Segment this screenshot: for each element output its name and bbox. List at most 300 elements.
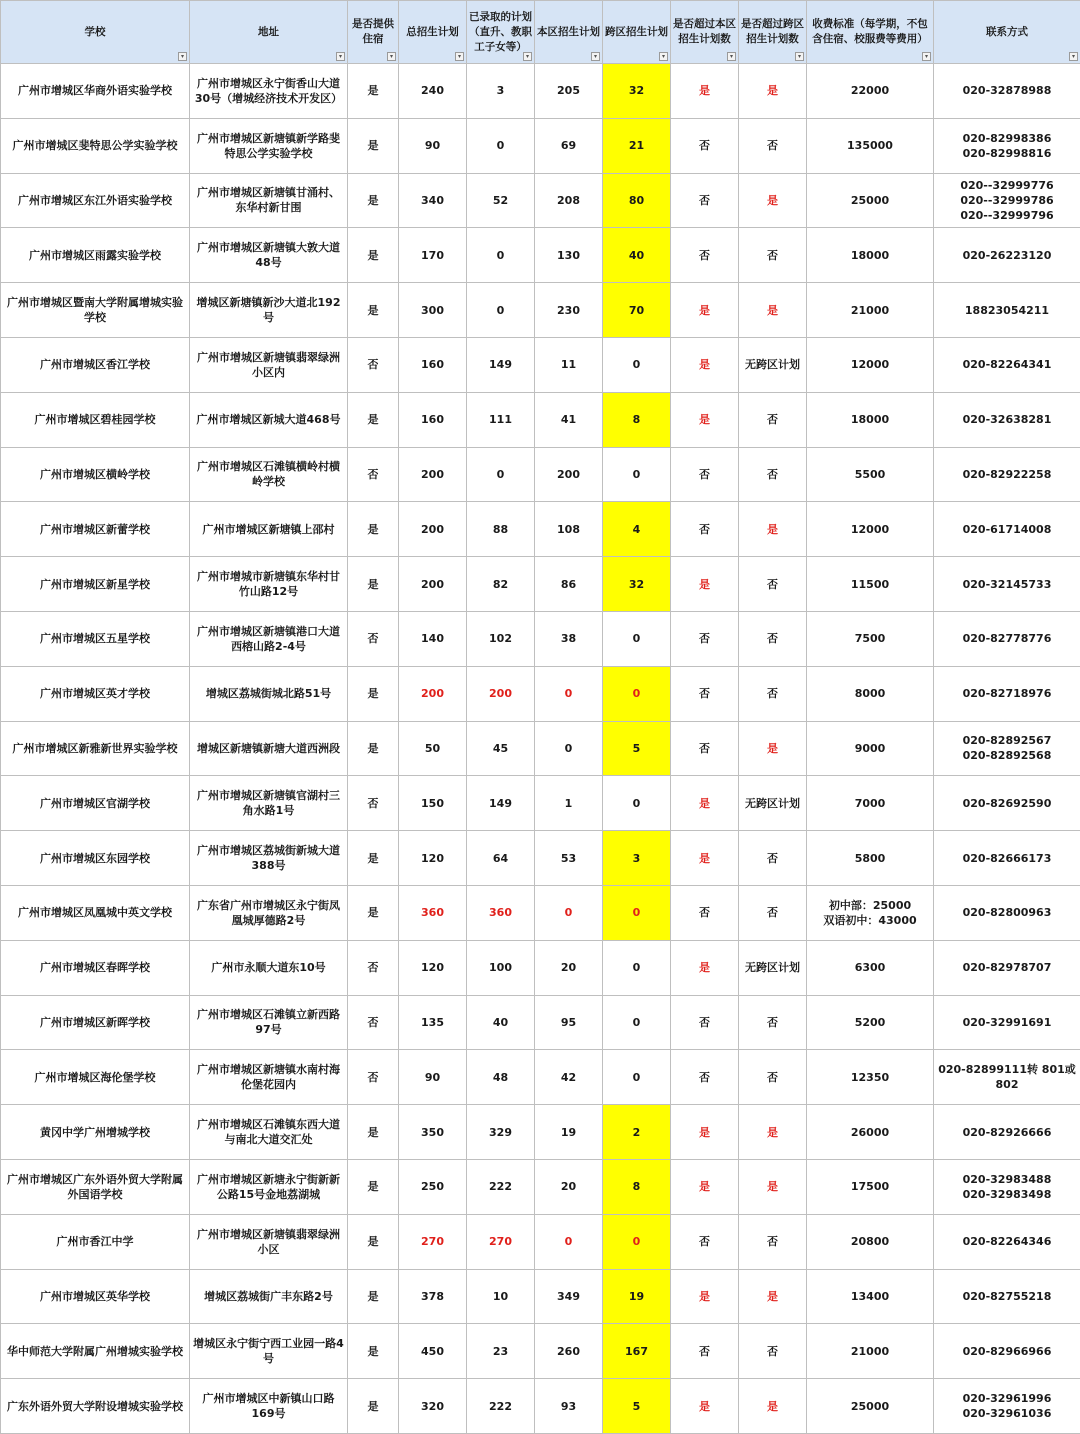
cell-fee: 12000	[807, 337, 934, 392]
cell-fee: 25000	[807, 1379, 934, 1434]
cell-over-local: 是	[671, 776, 739, 831]
cell-school: 广州市增城区新雅新世界实验学校	[1, 721, 190, 776]
cell-address: 增城区永宁街宁西工业园一路4号	[190, 1324, 348, 1379]
cell-local: 349	[535, 1269, 603, 1324]
cell-boarding: 是	[348, 831, 399, 886]
table-row	[1, 940, 1080, 995]
cell-contact: 020-82800963	[934, 885, 1080, 940]
cell-over-local: 否	[671, 447, 739, 502]
table-row	[1, 1159, 1080, 1214]
cell-cross: 3	[603, 831, 671, 886]
cell-admitted: 0	[467, 283, 535, 338]
cell-total: 50	[399, 721, 467, 776]
cell-school: 广州市增城区斐特思公学实验学校	[1, 118, 190, 173]
cell-admitted: 64	[467, 831, 535, 886]
column-header-label: 联系方式	[986, 26, 1028, 38]
cell-address: 广州市增城区石滩镇东西大道与南北大道交汇处	[190, 1105, 348, 1160]
cell-local: 38	[535, 611, 603, 666]
table-row	[1, 1105, 1080, 1160]
cell-boarding: 否	[348, 337, 399, 392]
cell-over-cross: 否	[739, 995, 807, 1050]
cell-address: 广州市增城区新塘镇甘涌村、东华村新甘围	[190, 173, 348, 228]
cell-over-local: 否	[671, 885, 739, 940]
cell-cross: 0	[603, 1214, 671, 1269]
table-row	[1, 118, 1080, 173]
cell-cross: 0	[603, 611, 671, 666]
cell-total: 135	[399, 995, 467, 1050]
cell-admitted: 270	[467, 1214, 535, 1269]
cell-over-local: 是	[671, 1105, 739, 1160]
cell-over-cross: 否	[739, 831, 807, 886]
table-row	[1, 831, 1080, 886]
cell-over-cross: 否	[739, 228, 807, 283]
cell-boarding: 是	[348, 885, 399, 940]
cell-cross: 8	[603, 1159, 671, 1214]
cell-school: 广州市增城区广东外语外贸大学附属外国语学校	[1, 1159, 190, 1214]
cell-cross: 0	[603, 666, 671, 721]
cell-fee: 20800	[807, 1214, 934, 1269]
cell-contact: 020-82998386 020-82998816	[934, 118, 1080, 173]
cell-over-cross: 否	[739, 611, 807, 666]
cell-local: 69	[535, 118, 603, 173]
cell-school: 广东外语外贸大学附设增城实验学校	[1, 1379, 190, 1434]
column-header-label: 是否超过跨区招生计划数	[741, 18, 804, 45]
cell-boarding: 是	[348, 64, 399, 119]
cell-admitted: 52	[467, 173, 535, 228]
cell-boarding: 是	[348, 502, 399, 557]
cell-over-cross: 是	[739, 721, 807, 776]
table-row	[1, 1379, 1080, 1434]
cell-address: 增城区荔城街城北路51号	[190, 666, 348, 721]
cell-local: 19	[535, 1105, 603, 1160]
column-header-label: 本区招生计划	[537, 26, 600, 38]
cell-fee: 5200	[807, 995, 934, 1050]
cell-over-local: 否	[671, 995, 739, 1050]
cell-address: 增城区新塘镇新沙大道北192号	[190, 283, 348, 338]
cell-boarding: 是	[348, 1379, 399, 1434]
cell-cross: 0	[603, 447, 671, 502]
cell-contact: 020-32983488 020-32983498	[934, 1159, 1080, 1214]
cell-school: 广州市增城区暨南大学附属增城实验学校	[1, 283, 190, 338]
column-header-boarding[interactable]	[348, 1, 399, 64]
cell-fee: 12000	[807, 502, 934, 557]
cell-cross: 19	[603, 1269, 671, 1324]
cell-admitted: 100	[467, 940, 535, 995]
cell-admitted: 3	[467, 64, 535, 119]
cell-cross: 0	[603, 885, 671, 940]
cell-local: 95	[535, 995, 603, 1050]
table-row	[1, 776, 1080, 831]
cell-total: 300	[399, 283, 467, 338]
cell-boarding: 否	[348, 995, 399, 1050]
cell-over-local: 是	[671, 1159, 739, 1214]
cell-contact: 020-32961996 020-32961036	[934, 1379, 1080, 1434]
cell-total: 200	[399, 447, 467, 502]
column-header-over_cross[interactable]	[739, 1, 807, 64]
cell-contact: 020-82264346	[934, 1214, 1080, 1269]
cell-admitted: 0	[467, 447, 535, 502]
cell-total: 200	[399, 557, 467, 612]
cell-address: 广州市增城区新塘镇翡翠绿洲小区内	[190, 337, 348, 392]
cell-local: 0	[535, 885, 603, 940]
cell-total: 320	[399, 1379, 467, 1434]
cell-boarding: 是	[348, 557, 399, 612]
cell-contact: 020-32991691	[934, 995, 1080, 1050]
cell-total: 200	[399, 666, 467, 721]
cell-fee: 13400	[807, 1269, 934, 1324]
cell-boarding: 是	[348, 1105, 399, 1160]
column-header-label: 收费标准（每学期，不包含住宿、校服费等费用）	[812, 18, 928, 45]
cell-over-cross: 是	[739, 1159, 807, 1214]
cell-address: 广东省广州市增城区永宁街凤凰城厚德路2号	[190, 885, 348, 940]
cell-fee: 17500	[807, 1159, 934, 1214]
cell-boarding: 是	[348, 118, 399, 173]
cell-local: 200	[535, 447, 603, 502]
cell-admitted: 360	[467, 885, 535, 940]
cell-contact: 020-32638281	[934, 392, 1080, 447]
cell-boarding: 是	[348, 1269, 399, 1324]
filter-dropdown-icon[interactable]: ▾	[591, 52, 600, 61]
cell-cross: 80	[603, 173, 671, 228]
cell-local: 108	[535, 502, 603, 557]
table-row	[1, 447, 1080, 502]
cell-address: 增城区新塘镇新塘大道西洲段	[190, 721, 348, 776]
cell-over-local: 否	[671, 118, 739, 173]
column-header-admitted[interactable]	[467, 1, 535, 64]
column-header-over_local[interactable]	[671, 1, 739, 64]
cell-total: 150	[399, 776, 467, 831]
filter-dropdown-icon[interactable]: ▾	[922, 52, 931, 61]
cell-over-cross: 否	[739, 392, 807, 447]
cell-local: 86	[535, 557, 603, 612]
cell-cross: 5	[603, 1379, 671, 1434]
cell-cross: 2	[603, 1105, 671, 1160]
cell-admitted: 222	[467, 1159, 535, 1214]
cell-boarding: 否	[348, 776, 399, 831]
cell-local: 230	[535, 283, 603, 338]
column-header-total[interactable]	[399, 1, 467, 64]
table-row	[1, 228, 1080, 283]
cell-school: 广州市增城区五星学校	[1, 611, 190, 666]
cell-total: 160	[399, 337, 467, 392]
table-row	[1, 173, 1080, 228]
cell-school: 华中师范大学附属广州增城实验学校	[1, 1324, 190, 1379]
cell-over-cross: 否	[739, 447, 807, 502]
cell-admitted: 45	[467, 721, 535, 776]
cell-local: 0	[535, 1214, 603, 1269]
cell-total: 170	[399, 228, 467, 283]
cell-over-local: 是	[671, 337, 739, 392]
cell-contact: 020-32878988	[934, 64, 1080, 119]
cell-address: 广州市增城区新塘镇上邵村	[190, 502, 348, 557]
column-header-local[interactable]	[535, 1, 603, 64]
cell-local: 0	[535, 721, 603, 776]
cell-address: 广州市增城区石滩镇横岭村横岭学校	[190, 447, 348, 502]
cell-fee: 25000	[807, 173, 934, 228]
cell-total: 90	[399, 118, 467, 173]
column-header-fee[interactable]	[807, 1, 934, 64]
table-row	[1, 611, 1080, 666]
cell-admitted: 329	[467, 1105, 535, 1160]
cell-school: 黄冈中学广州增城学校	[1, 1105, 190, 1160]
cell-total: 360	[399, 885, 467, 940]
cell-contact: 020-82922258	[934, 447, 1080, 502]
cell-school: 广州市增城区东江外语实验学校	[1, 173, 190, 228]
cell-address: 广州市增城区新塘镇大敦大道48号	[190, 228, 348, 283]
cell-contact: 020-82666173	[934, 831, 1080, 886]
table-row	[1, 995, 1080, 1050]
table-row	[1, 557, 1080, 612]
cell-fee: 7500	[807, 611, 934, 666]
cell-fee: 8000	[807, 666, 934, 721]
cell-cross: 0	[603, 776, 671, 831]
cell-local: 53	[535, 831, 603, 886]
cell-fee: 21000	[807, 1324, 934, 1379]
cell-boarding: 是	[348, 721, 399, 776]
cell-admitted: 0	[467, 228, 535, 283]
filter-dropdown-icon[interactable]: ▾	[387, 52, 396, 61]
cell-cross: 32	[603, 64, 671, 119]
cell-contact: 020-82718976	[934, 666, 1080, 721]
cell-over-local: 否	[671, 173, 739, 228]
cell-over-cross: 否	[739, 885, 807, 940]
column-header-label: 地址	[258, 26, 279, 38]
cell-over-cross: 否	[739, 1050, 807, 1105]
cell-school: 广州市增城区凤凰城中英文学校	[1, 885, 190, 940]
cell-local: 0	[535, 666, 603, 721]
cell-school: 广州市增城区碧桂园学校	[1, 392, 190, 447]
cell-admitted: 149	[467, 776, 535, 831]
filter-dropdown-icon[interactable]: ▾	[455, 52, 464, 61]
cell-contact: 020-82966966	[934, 1324, 1080, 1379]
cell-admitted: 200	[467, 666, 535, 721]
cell-fee: 5500	[807, 447, 934, 502]
cell-local: 11	[535, 337, 603, 392]
cell-school: 广州市增城区英才学校	[1, 666, 190, 721]
cell-school: 广州市增城区新蕾学校	[1, 502, 190, 557]
column-header-label: 是否提供住宿	[352, 18, 394, 45]
cell-local: 130	[535, 228, 603, 283]
cell-boarding: 是	[348, 1159, 399, 1214]
cell-total: 240	[399, 64, 467, 119]
cell-total: 140	[399, 611, 467, 666]
table-row	[1, 721, 1080, 776]
cell-over-local: 否	[671, 1324, 739, 1379]
cell-over-cross: 否	[739, 557, 807, 612]
cell-contact: 020-82892567 020-82892568	[934, 721, 1080, 776]
cell-address: 广州市增城市新塘镇东华村甘竹山路12号	[190, 557, 348, 612]
cell-fee: 26000	[807, 1105, 934, 1160]
cell-over-local: 是	[671, 1379, 739, 1434]
cell-address: 增城区荔城街广丰东路2号	[190, 1269, 348, 1324]
cell-over-local: 是	[671, 283, 739, 338]
cell-address: 广州市增城区新塘镇水南村海伦堡花园内	[190, 1050, 348, 1105]
filter-dropdown-icon[interactable]: ▾	[178, 52, 187, 61]
table-row	[1, 64, 1080, 119]
cell-over-cross: 否	[739, 666, 807, 721]
cell-admitted: 88	[467, 502, 535, 557]
column-header-school[interactable]	[1, 1, 190, 64]
cell-over-local: 是	[671, 831, 739, 886]
cell-over-local: 否	[671, 1050, 739, 1105]
cell-contact: 18823054211	[934, 283, 1080, 338]
cell-cross: 4	[603, 502, 671, 557]
cell-over-local: 是	[671, 557, 739, 612]
cell-school: 广州市增城区春晖学校	[1, 940, 190, 995]
cell-contact: 020-82692590	[934, 776, 1080, 831]
column-header-label: 总招生计划	[406, 26, 459, 38]
filter-dropdown-icon[interactable]: ▾	[1069, 52, 1078, 61]
filter-dropdown-icon[interactable]: ▾	[659, 52, 668, 61]
cell-boarding: 否	[348, 447, 399, 502]
cell-over-cross: 否	[739, 1324, 807, 1379]
cell-cross: 32	[603, 557, 671, 612]
cell-local: 93	[535, 1379, 603, 1434]
cell-over-local: 是	[671, 64, 739, 119]
cell-address: 广州市增城区新塘永宁街新新公路15号金地荔湖城	[190, 1159, 348, 1214]
cell-boarding: 是	[348, 283, 399, 338]
table-row	[1, 392, 1080, 447]
cell-fee: 21000	[807, 283, 934, 338]
table-row	[1, 337, 1080, 392]
cell-local: 20	[535, 940, 603, 995]
cell-school: 广州市增城区英华学校	[1, 1269, 190, 1324]
cell-over-cross: 否	[739, 1214, 807, 1269]
cell-fee: 11500	[807, 557, 934, 612]
cell-boarding: 是	[348, 1324, 399, 1379]
cell-contact: 020-32145733	[934, 557, 1080, 612]
cell-local: 20	[535, 1159, 603, 1214]
column-header-label: 学校	[85, 26, 106, 38]
cell-fee: 5800	[807, 831, 934, 886]
cell-over-cross: 是	[739, 1379, 807, 1434]
cell-cross: 5	[603, 721, 671, 776]
cell-admitted: 102	[467, 611, 535, 666]
cell-local: 208	[535, 173, 603, 228]
cell-school: 广州市增城区官湖学校	[1, 776, 190, 831]
cell-admitted: 0	[467, 118, 535, 173]
table-row	[1, 1324, 1080, 1379]
cell-contact: 020-82755218	[934, 1269, 1080, 1324]
cell-local: 41	[535, 392, 603, 447]
cell-boarding: 是	[348, 173, 399, 228]
cell-over-local: 否	[671, 502, 739, 557]
cell-fee: 135000	[807, 118, 934, 173]
cell-fee: 初中部：25000 双语初中：43000	[807, 885, 934, 940]
cell-admitted: 149	[467, 337, 535, 392]
cell-over-local: 否	[671, 721, 739, 776]
cell-address: 广州市增城区荔城街新城大道388号	[190, 831, 348, 886]
cell-total: 270	[399, 1214, 467, 1269]
cell-total: 250	[399, 1159, 467, 1214]
cell-over-local: 是	[671, 940, 739, 995]
cell-over-cross: 否	[739, 118, 807, 173]
cell-local: 42	[535, 1050, 603, 1105]
cell-school: 广州市增城区东园学校	[1, 831, 190, 886]
cell-contact: 020-82264341	[934, 337, 1080, 392]
table-body	[1, 64, 1080, 1434]
cell-school: 广州市香江中学	[1, 1214, 190, 1269]
cell-cross: 0	[603, 995, 671, 1050]
cell-address: 广州市永顺大道东10号	[190, 940, 348, 995]
cell-cross: 21	[603, 118, 671, 173]
cell-school: 广州市增城区海伦堡学校	[1, 1050, 190, 1105]
cell-local: 205	[535, 64, 603, 119]
filter-dropdown-icon[interactable]: ▾	[795, 52, 804, 61]
cell-contact: 020-82926666	[934, 1105, 1080, 1160]
cell-boarding: 是	[348, 666, 399, 721]
header-row	[1, 1, 1080, 64]
cell-school: 广州市增城区雨露实验学校	[1, 228, 190, 283]
cell-local: 1	[535, 776, 603, 831]
cell-fee: 22000	[807, 64, 934, 119]
cell-cross: 8	[603, 392, 671, 447]
cell-address: 广州市增城区新塘镇官湖村三角水路1号	[190, 776, 348, 831]
cell-total: 378	[399, 1269, 467, 1324]
cell-school: 广州市增城区华商外语实验学校	[1, 64, 190, 119]
filter-dropdown-icon[interactable]: ▾	[523, 52, 532, 61]
cell-over-local: 是	[671, 1269, 739, 1324]
cell-over-cross: 是	[739, 173, 807, 228]
cell-cross: 40	[603, 228, 671, 283]
cell-admitted: 222	[467, 1379, 535, 1434]
cell-contact: 020-82978707	[934, 940, 1080, 995]
filter-dropdown-icon[interactable]: ▾	[727, 52, 736, 61]
table-row	[1, 1269, 1080, 1324]
cell-boarding: 否	[348, 1050, 399, 1105]
cell-school: 广州市增城区香江学校	[1, 337, 190, 392]
cell-address: 广州市增城区新塘镇港口大道西榕山路2-4号	[190, 611, 348, 666]
column-header-label: 已录取的计划（直升、教职工子女等）	[469, 11, 532, 53]
column-header-label: 是否超过本区招生计划数	[673, 18, 736, 45]
cell-over-local: 否	[671, 228, 739, 283]
cell-boarding: 否	[348, 611, 399, 666]
cell-over-cross: 无跨区计划	[739, 776, 807, 831]
cell-contact: 020-82899111转 801或802	[934, 1050, 1080, 1105]
cell-school: 广州市增城区新晖学校	[1, 995, 190, 1050]
cell-boarding: 是	[348, 392, 399, 447]
cell-cross: 70	[603, 283, 671, 338]
cell-contact: 020-61714008	[934, 502, 1080, 557]
cell-admitted: 23	[467, 1324, 535, 1379]
column-header-label: 跨区招生计划	[605, 26, 668, 38]
cell-admitted: 82	[467, 557, 535, 612]
column-header-contact[interactable]	[934, 1, 1080, 64]
table-row	[1, 885, 1080, 940]
cell-over-local: 是	[671, 392, 739, 447]
cell-address: 广州市增城区新城大道468号	[190, 392, 348, 447]
table-row	[1, 666, 1080, 721]
cell-boarding: 否	[348, 940, 399, 995]
column-header-address[interactable]	[190, 1, 348, 64]
cell-total: 200	[399, 502, 467, 557]
cell-contact: 020--32999776 020--32999786 020--32999796	[934, 173, 1080, 228]
table-row	[1, 1214, 1080, 1269]
cell-fee: 9000	[807, 721, 934, 776]
cell-over-cross: 是	[739, 1105, 807, 1160]
table-row	[1, 502, 1080, 557]
cell-admitted: 40	[467, 995, 535, 1050]
column-header-cross[interactable]	[603, 1, 671, 64]
cell-address: 广州市增城区新塘镇翡翠绿洲小区	[190, 1214, 348, 1269]
cell-address: 广州市增城区永宁街香山大道30号（增城经济技术开发区）	[190, 64, 348, 119]
filter-dropdown-icon[interactable]: ▾	[336, 52, 345, 61]
cell-over-cross: 是	[739, 283, 807, 338]
cell-cross: 167	[603, 1324, 671, 1379]
cell-fee: 18000	[807, 228, 934, 283]
cell-over-cross: 无跨区计划	[739, 940, 807, 995]
cell-school: 广州市增城区横岭学校	[1, 447, 190, 502]
